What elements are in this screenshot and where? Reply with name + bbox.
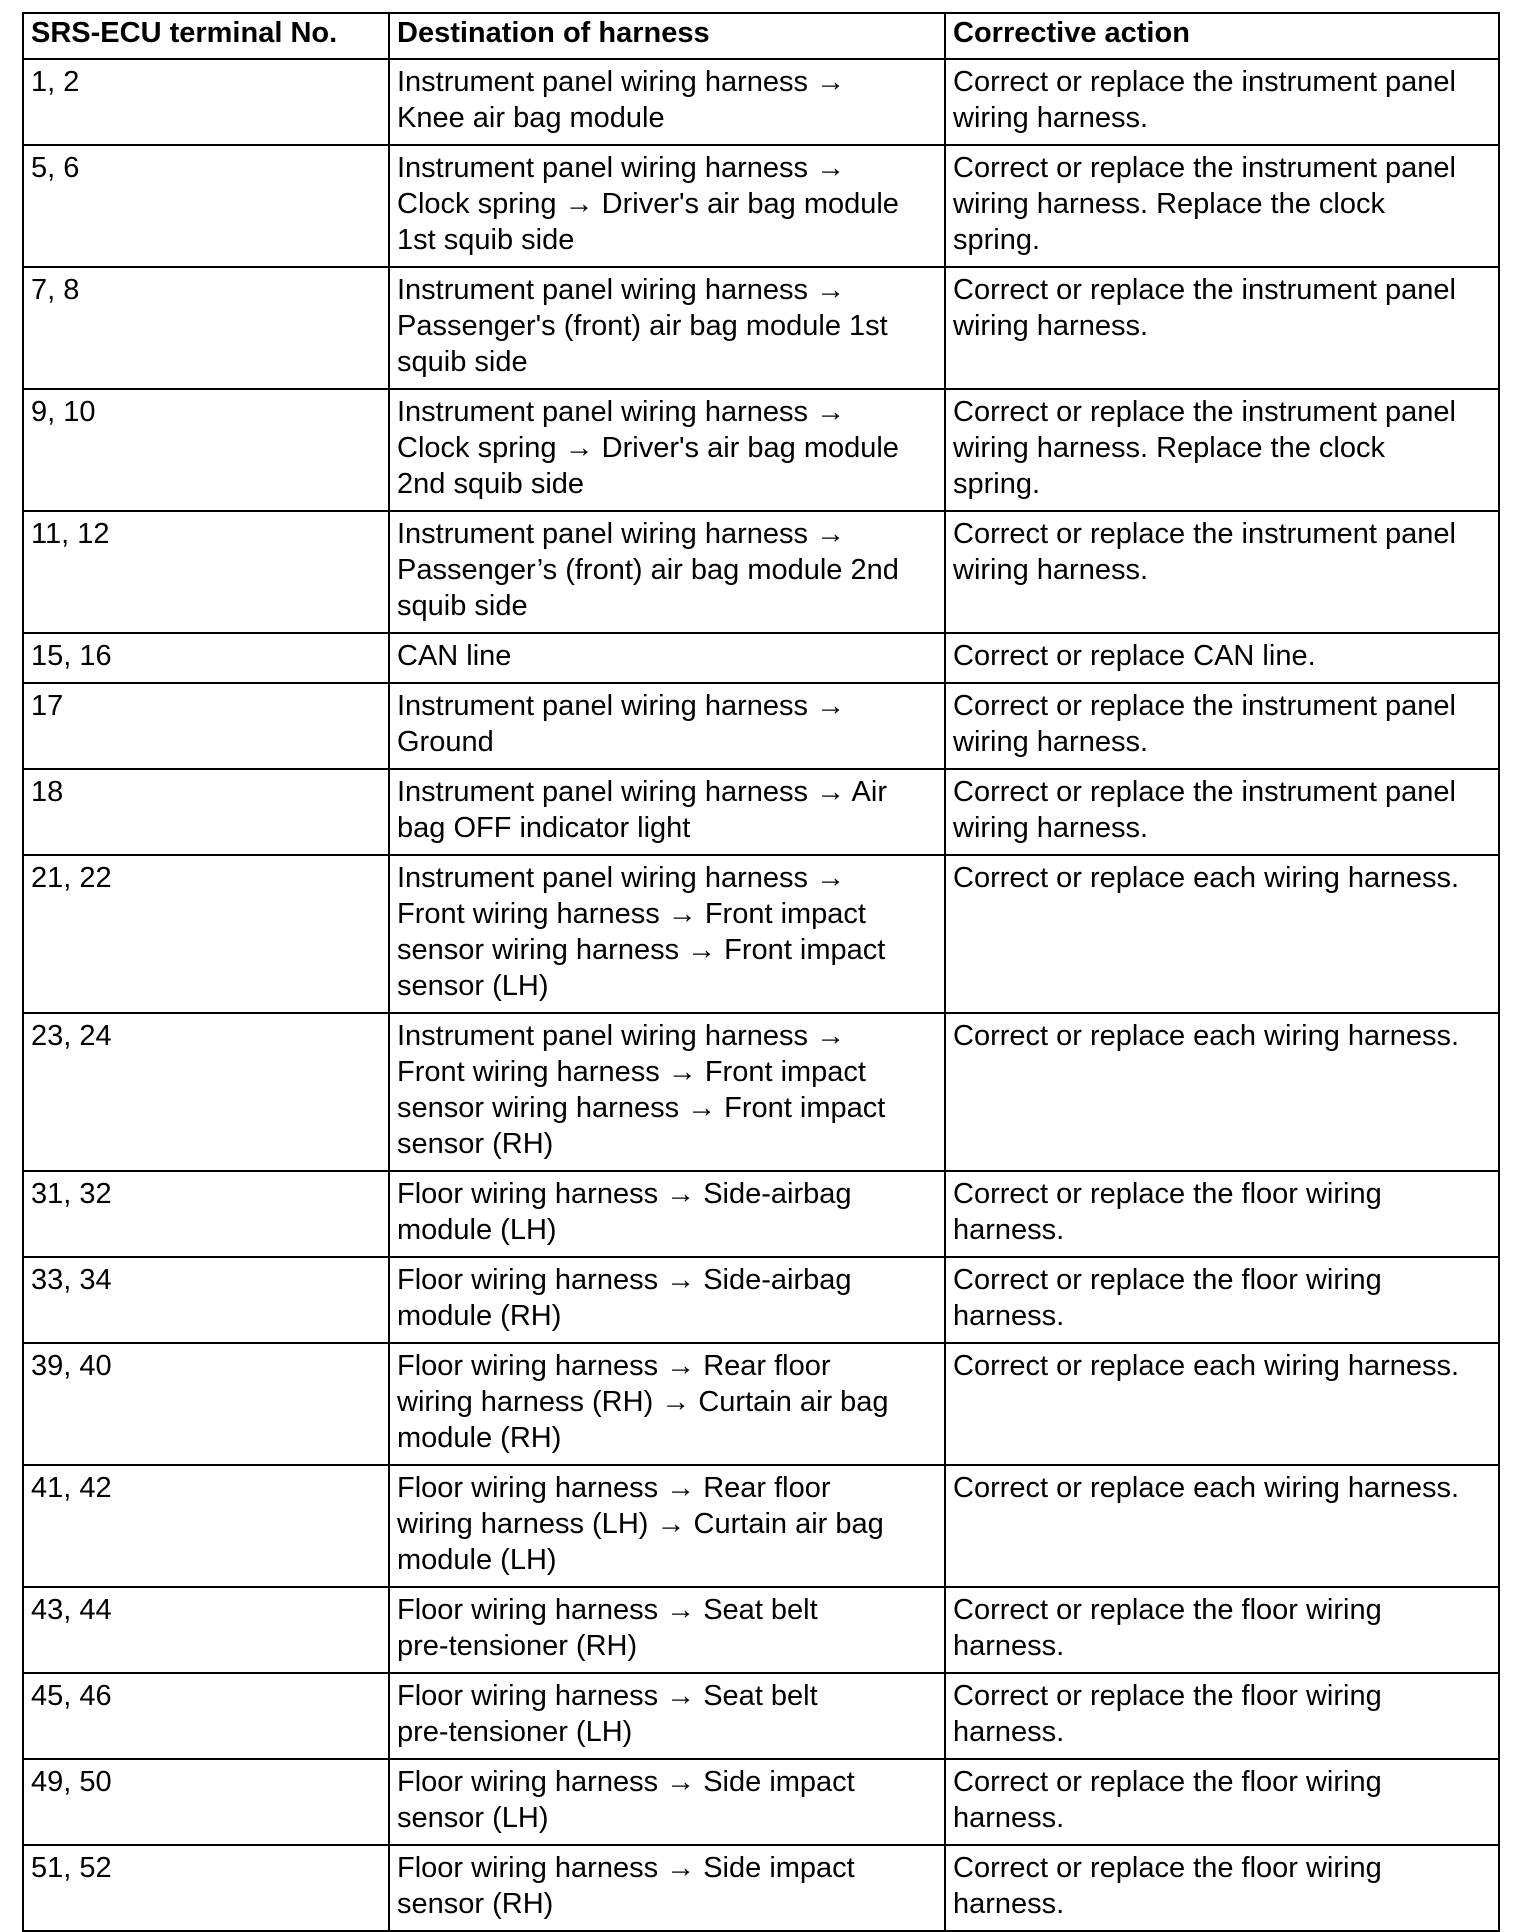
destination-cell: Instrument panel wiring harness → Front wiring harness → Front impact sensor wiring harness → Front impact sensor (RH) — [389, 1013, 945, 1171]
terminal-cell: 43, 44 — [23, 1587, 389, 1673]
action-cell: Correct or replace the instrument panel wiring harness. — [945, 267, 1499, 389]
table-row — [23, 59, 1499, 145]
header-corrective-action: Corrective action — [945, 13, 1499, 59]
action-cell: Correct or replace the floor wiring harness. — [945, 1171, 1499, 1257]
harness-table-container — [22, 12, 1498, 1932]
terminal-cell: 1, 2 — [23, 59, 389, 145]
table-row — [23, 1013, 1499, 1171]
terminal-cell: 18 — [23, 769, 389, 855]
destination-cell: Instrument panel wiring harness → Ground — [389, 683, 945, 769]
destination-cell: Floor wiring harness → Side-airbag module (RH) — [389, 1257, 945, 1343]
terminal-cell: 49, 50 — [23, 1759, 389, 1845]
table-row — [23, 633, 1499, 683]
table-row — [23, 1171, 1499, 1257]
terminal-cell: 45, 46 — [23, 1673, 389, 1759]
action-cell: Correct or replace each wiring harness. — [945, 1013, 1499, 1171]
action-cell: Correct or replace CAN line. — [945, 633, 1499, 683]
destination-cell: Instrument panel wiring harness → Air bag OFF indicator light — [389, 769, 945, 855]
table-row — [23, 769, 1499, 855]
action-cell: Correct or replace each wiring harness. — [945, 1465, 1499, 1587]
destination-cell: Instrument panel wiring harness → Clock spring → Driver's air bag module 1st squib side — [389, 145, 945, 267]
table-row — [23, 1845, 1499, 1931]
table-row — [23, 145, 1499, 267]
table-header-row — [23, 13, 1499, 59]
destination-cell: CAN line — [389, 633, 945, 683]
destination-cell: Instrument panel wiring harness → Front wiring harness → Front impact sensor wiring harness → Front impact sensor (LH) — [389, 855, 945, 1013]
terminal-cell: 51, 52 — [23, 1845, 389, 1931]
header-destination: Destination of harness — [389, 13, 945, 59]
terminal-cell: 21, 22 — [23, 855, 389, 1013]
action-cell: Correct or replace each wiring harness. — [945, 1343, 1499, 1465]
header-terminal-no: SRS-ECU terminal No. — [23, 13, 389, 59]
destination-cell: Floor wiring harness → Side-airbag module (LH) — [389, 1171, 945, 1257]
destination-cell: Instrument panel wiring harness → Passenger’s (front) air bag module 2nd squib side — [389, 511, 945, 633]
terminal-cell: 31, 32 — [23, 1171, 389, 1257]
table-row — [23, 1673, 1499, 1759]
destination-cell: Instrument panel wiring harness → Knee air bag module — [389, 59, 945, 145]
action-cell: Correct or replace the instrument panel wiring harness. Replace the clock spring. — [945, 145, 1499, 267]
action-cell: Correct or replace the instrument panel wiring harness. — [945, 59, 1499, 145]
table-row — [23, 267, 1499, 389]
table-row — [23, 683, 1499, 769]
table-row — [23, 1587, 1499, 1673]
destination-cell: Floor wiring harness → Seat belt pre-tensioner (RH) — [389, 1587, 945, 1673]
terminal-cell: 11, 12 — [23, 511, 389, 633]
terminal-cell: 15, 16 — [23, 633, 389, 683]
action-cell: Correct or replace the instrument panel wiring harness. Replace the clock spring. — [945, 389, 1499, 511]
destination-cell: Instrument panel wiring harness → Clock spring → Driver's air bag module 2nd squib side — [389, 389, 945, 511]
harness-table — [22, 12, 1500, 1932]
destination-cell: Floor wiring harness → Side impact sensor (RH) — [389, 1845, 945, 1931]
terminal-cell: 7, 8 — [23, 267, 389, 389]
action-cell: Correct or replace each wiring harness. — [945, 855, 1499, 1013]
destination-cell: Instrument panel wiring harness → Passenger's (front) air bag module 1st squib side — [389, 267, 945, 389]
table-body — [23, 59, 1499, 1931]
terminal-cell: 39, 40 — [23, 1343, 389, 1465]
action-cell: Correct or replace the instrument panel wiring harness. — [945, 683, 1499, 769]
destination-cell: Floor wiring harness → Rear floor wiring harness (LH) → Curtain air bag module (LH) — [389, 1465, 945, 1587]
action-cell: Correct or replace the floor wiring harness. — [945, 1845, 1499, 1931]
table-row — [23, 1759, 1499, 1845]
destination-cell: Floor wiring harness → Seat belt pre-tensioner (LH) — [389, 1673, 945, 1759]
table-row — [23, 389, 1499, 511]
action-cell: Correct or replace the instrument panel wiring harness. — [945, 511, 1499, 633]
table-row — [23, 855, 1499, 1013]
action-cell: Correct or replace the floor wiring harness. — [945, 1673, 1499, 1759]
action-cell: Correct or replace the floor wiring harness. — [945, 1587, 1499, 1673]
table-row — [23, 511, 1499, 633]
table-row — [23, 1343, 1499, 1465]
destination-cell: Floor wiring harness → Rear floor wiring harness (RH) → Curtain air bag module (RH) — [389, 1343, 945, 1465]
terminal-cell: 41, 42 — [23, 1465, 389, 1587]
destination-cell: Floor wiring harness → Side impact sensor (LH) — [389, 1759, 945, 1845]
action-cell: Correct or replace the floor wiring harness. — [945, 1759, 1499, 1845]
table-row — [23, 1465, 1499, 1587]
terminal-cell: 9, 10 — [23, 389, 389, 511]
terminal-cell: 5, 6 — [23, 145, 389, 267]
terminal-cell: 23, 24 — [23, 1013, 389, 1171]
action-cell: Correct or replace the instrument panel wiring harness. — [945, 769, 1499, 855]
action-cell: Correct or replace the floor wiring harness. — [945, 1257, 1499, 1343]
terminal-cell: 17 — [23, 683, 389, 769]
table-row — [23, 1257, 1499, 1343]
terminal-cell: 33, 34 — [23, 1257, 389, 1343]
